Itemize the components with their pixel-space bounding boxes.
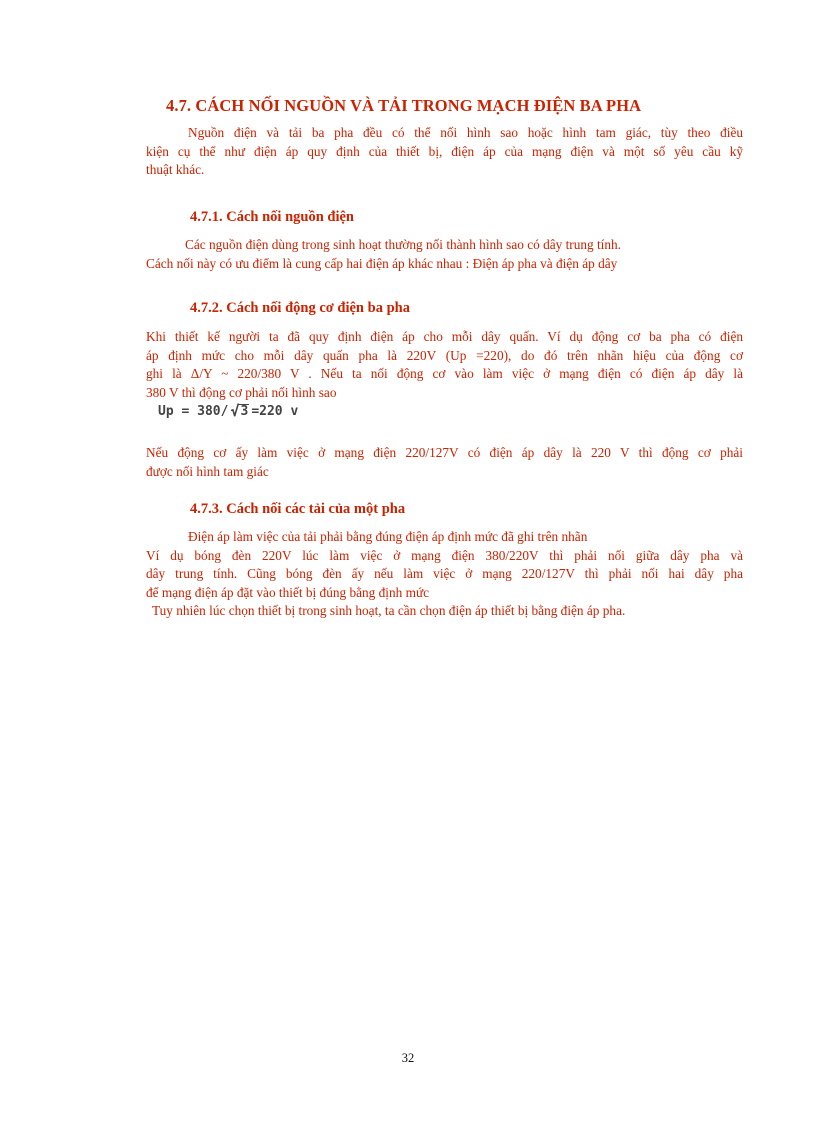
formula-left: Up = 380/ [158,404,229,420]
intro-line: kiện cụ thể như điện áp quy định của thiết bị, điện áp của mạng điện và một số yêu cầu kỹ [146,143,743,159]
intro-line: Nguồn điện và tải ba pha đều có thể nối hình sao hoặc hình tam giác, tùy theo điều [188,125,743,140]
square-root [230,404,249,419]
section-title: 4.7. CÁCH NỐI NGUỒN VÀ TẢI TRONG MẠCH ĐIỆN BA PHA [166,96,642,115]
subsection-2-paragraph [146,328,743,402]
subsection-heading-2: 4.7.2. Cách nối động cơ điện ba pha [190,300,410,316]
subsection-2-line: Khi thiết kế người ta đã quy định điện áp cho mỗi dây quấn. Ví dụ động cơ ba pha có điện [146,329,743,344]
radicand: 3 [240,404,249,419]
subsection-3-line: Điện áp làm việc của tải phải bằng đúng điện áp định mức đã ghi trên nhãn [188,529,588,544]
subsection-1-line: Cách nối này có ưu điểm là cung cấp hai điện áp khác nhau : Điện áp pha và điện áp dây [146,255,618,271]
subsection-2-line: áp định mức cho mỗi dây quấn pha là 220V (Up =220), do đó trên nhãn hiệu của động cơ [146,347,743,363]
subsection-3-line: dây trung tính. Cũng bóng đèn ấy nếu làm việc ở mạng 220/127V thì phải nối hai dây pha [146,566,743,581]
intro-line: thuật khác. [146,162,205,177]
subsection-2-line: ghi là Δ/Y ~ 220/380 V . Nếu ta nối động cơ vào làm việc ở mạng điện có điện áp dây là [146,366,743,381]
subsection-3-line: Tuy nhiên lúc chọn thiết bị trong sinh hoạt, ta cần chọn điện áp thiết bị bằng điện áp pha. [152,603,626,618]
subsection-3-paragraph [146,528,743,621]
subsection-2-line: 380 V thì động cơ phải nối hình sao [146,384,337,400]
subsection-1-paragraph [146,236,743,273]
intro-paragraph [146,124,743,180]
subsection-heading-3: 4.7.3. Cách nối các tải của một pha [190,501,406,517]
subsection-3-line: Ví dụ bóng đèn 220V lúc làm việc ở mạng điện 380/220V thì phải nối giữa dây pha và [146,547,743,563]
radical-sign: √ [230,402,240,421]
page-number: 32 [401,1051,415,1065]
subsection-2-line: được nối hình tam giác [146,463,269,479]
subsection-2-line: Nếu động cơ ấy làm việc ở mạng điện 220/127V có điện áp dây là 220 V thì động cơ phải [146,445,743,460]
subsection-1-line: Các nguồn điện dùng trong sinh hoạt thường nối thành hình sao có dây trung tính. [185,237,621,252]
subsection-heading-1: 4.7.1. Cách nối nguồn điện [190,209,354,225]
voltage-formula [158,404,298,419]
formula-right: =220 v [251,404,299,420]
subsection-3-line: để mạng điện áp đặt vào thiết bị đúng bằng định mức [146,584,430,600]
subsection-2-paragraph-continued [146,444,743,481]
